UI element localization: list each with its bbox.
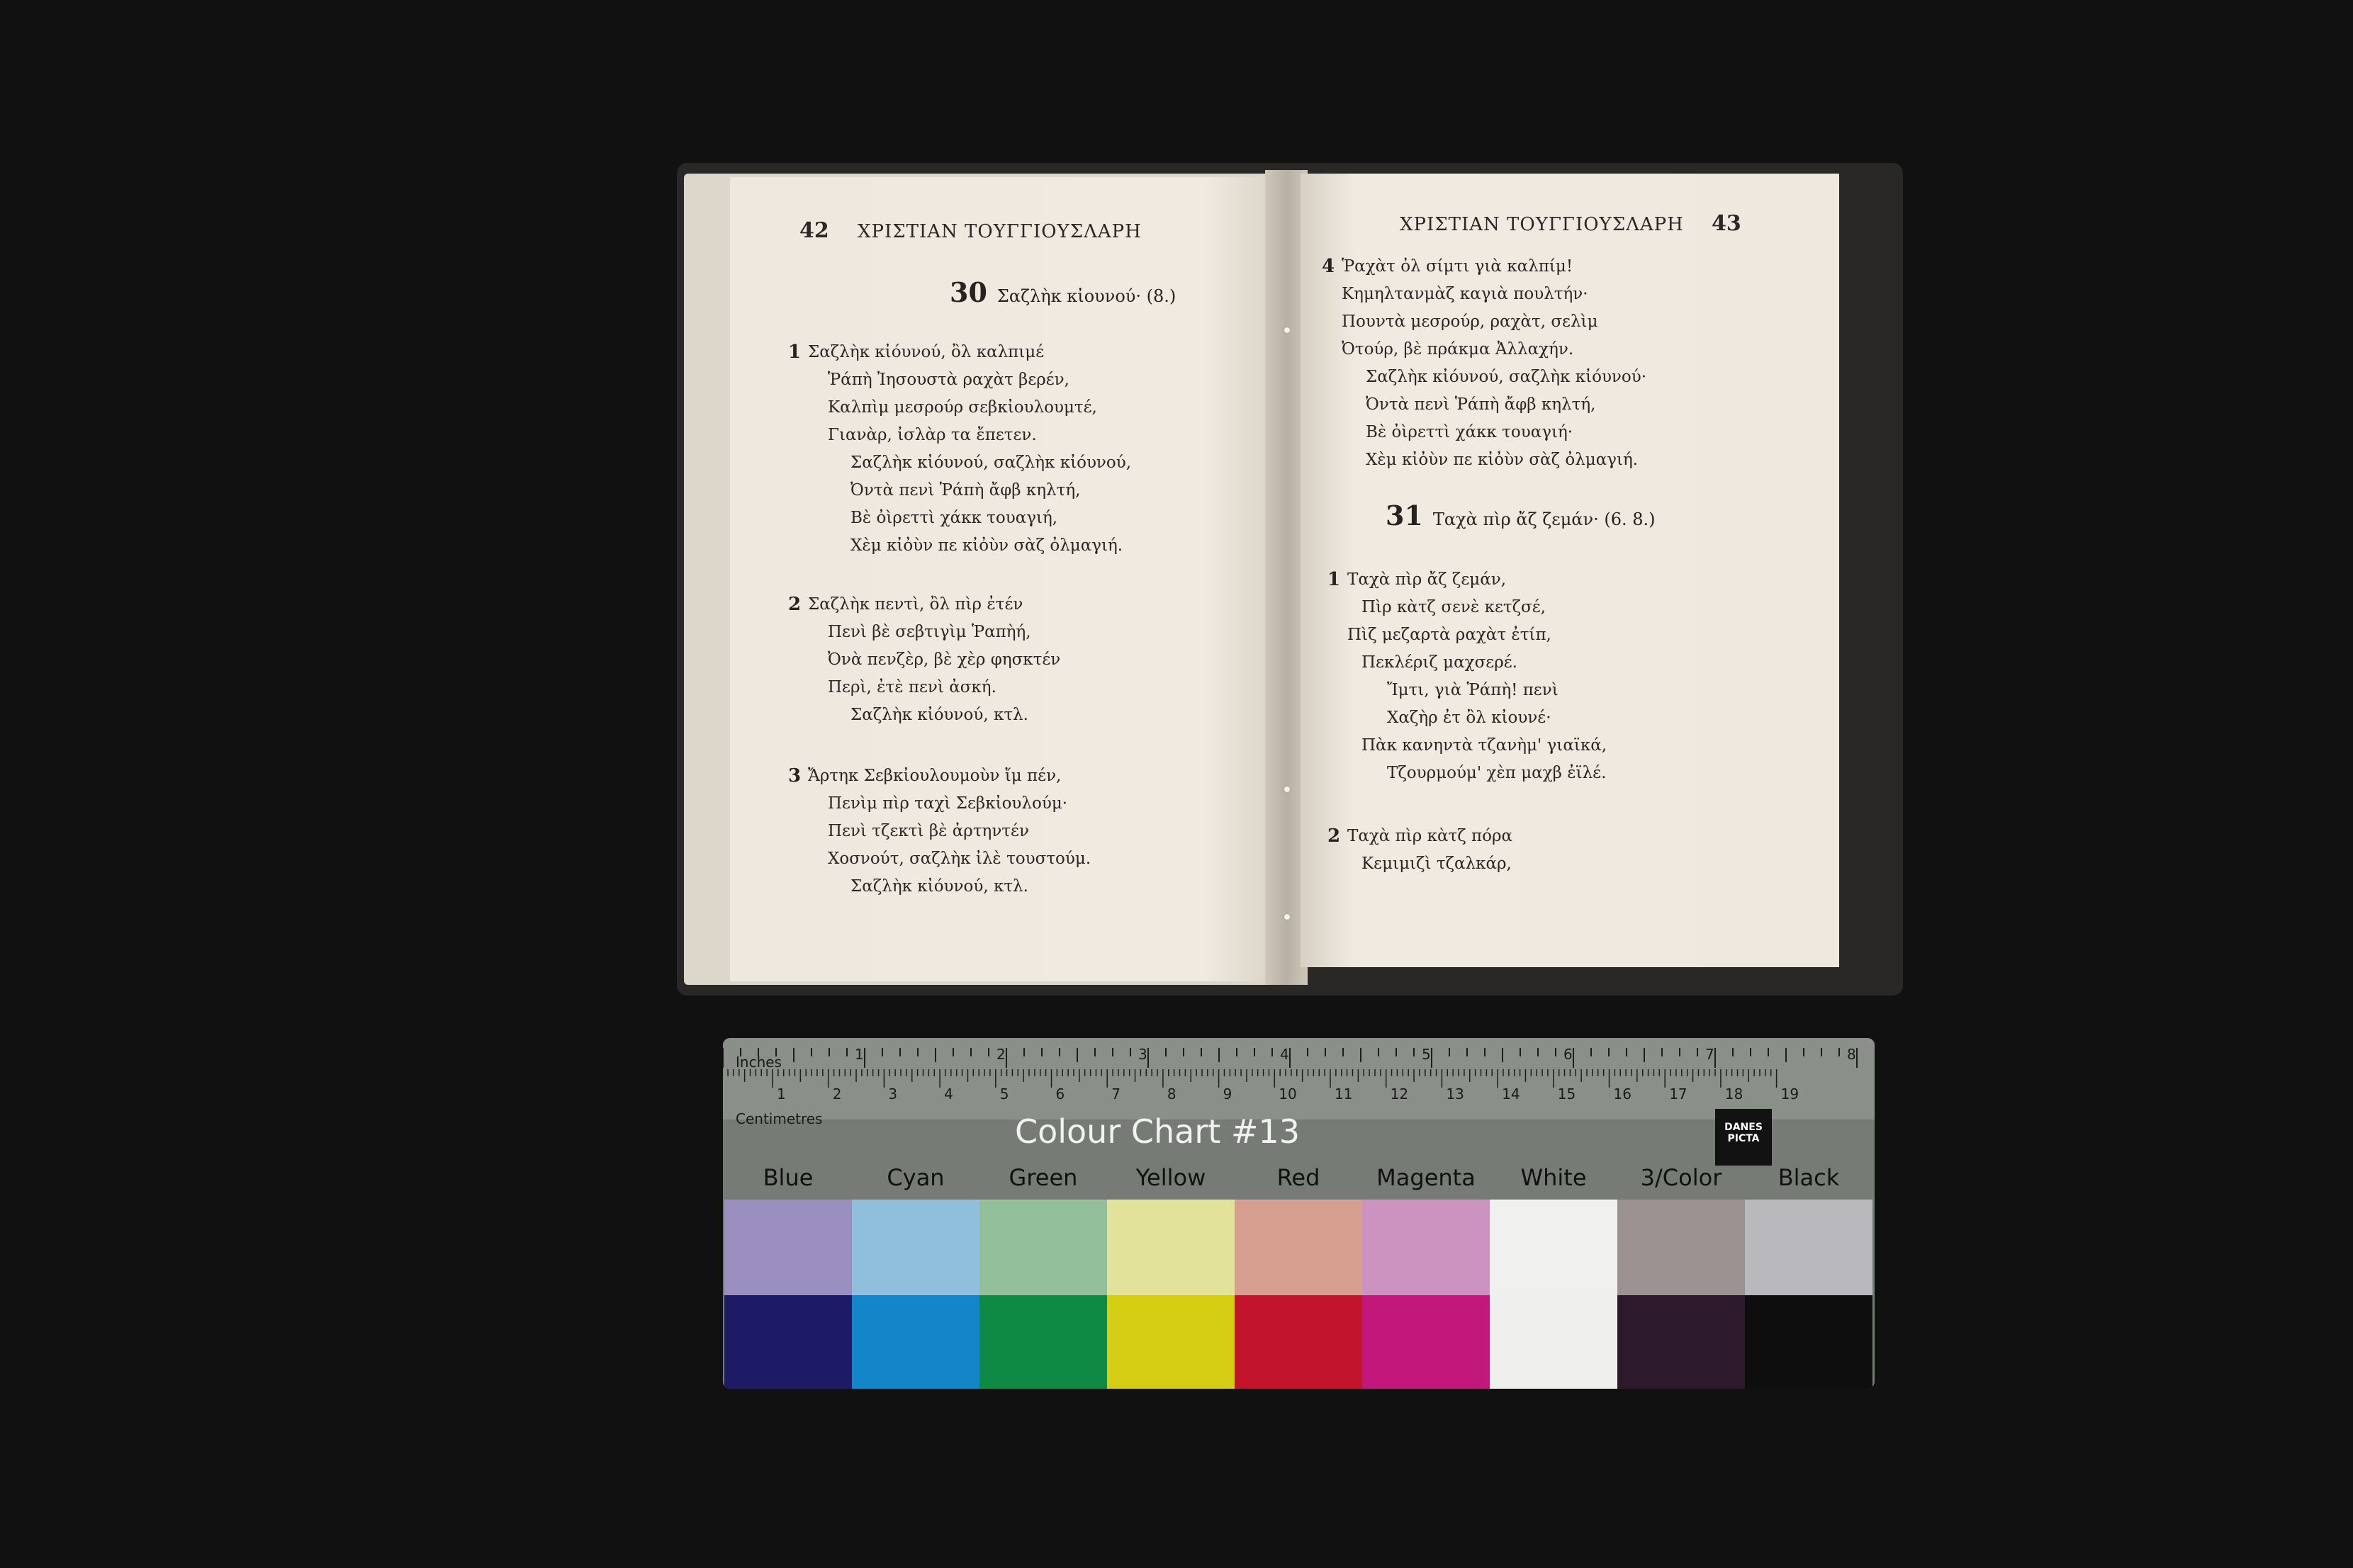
verse-line: Καλπὶμ μεσρούρ σεβκἰουλουμτέ, [828, 398, 1097, 417]
verse-line: Κεμιμιζὶ τζαλκάρ, [1361, 854, 1512, 873]
verse-line: Ταχὰ πὶρ κὰτζ πόρα [1347, 827, 1513, 845]
patch-label: Green [1009, 1164, 1078, 1191]
color-patch-dark [979, 1295, 1107, 1389]
cm-tick-label: 10 [1279, 1085, 1297, 1102]
verse-line: Χοσνούτ, σαζλὴκ ἰλὲ τουστούμ. [828, 850, 1091, 868]
color-patch-dark [852, 1295, 979, 1389]
chart-title: Colour Chart #13 [1015, 1112, 1300, 1151]
left-page [730, 177, 1269, 981]
color-patch-dark [1745, 1295, 1872, 1389]
ruler-cm-label: Centimetres [736, 1110, 823, 1127]
verse-line: Τζουρμούμ' χὲπ μαχβ ἐϊλέ. [1387, 764, 1607, 782]
page-number: 43 [1712, 211, 1741, 236]
ruler-inches-label: Inches [736, 1054, 782, 1071]
patch-label: White [1520, 1164, 1587, 1191]
verse-number: 4 [1322, 256, 1335, 277]
cm-tick-label: 12 [1390, 1085, 1409, 1102]
verse [808, 591, 1060, 729]
verse-line: Ὀντὰ πενὶ Ῥάπὴ ἄφβ κηλτή, [1366, 395, 1596, 414]
verse-line: Βὲ ὀὶρεττὶ χάκκ τουαγιή, [850, 509, 1058, 527]
verse-line: Ῥάπὴ Ἰησουστὰ ραχὰτ βερέν, [828, 371, 1069, 389]
verse [1347, 823, 1512, 878]
color-patch-dark [1107, 1295, 1235, 1389]
verse-line: Περὶ, ἐτὲ πενὶ ἀσκή. [828, 678, 996, 696]
cm-tick-label: 17 [1669, 1085, 1687, 1102]
ruler [723, 1038, 1875, 1119]
patch-label: Blue [763, 1164, 814, 1191]
color-chart [723, 1038, 1875, 1389]
cm-tick-label: 18 [1724, 1085, 1743, 1102]
cm-tick-label: 14 [1502, 1085, 1520, 1102]
binding-stitch [1284, 914, 1290, 920]
verse-number: 1 [1327, 569, 1341, 590]
cm-tick-label: 19 [1780, 1085, 1799, 1102]
verse [1342, 253, 1646, 474]
cm-tick-label: 8 [1167, 1085, 1176, 1102]
cm-tick-label: 4 [944, 1085, 953, 1102]
patch-label: Magenta [1376, 1164, 1476, 1191]
color-patch-light [1362, 1200, 1490, 1295]
patch-label: Yellow [1135, 1164, 1206, 1191]
verse-line: Ἴμτι, γιὰ Ῥάπὴ! πενὶ [1387, 681, 1559, 699]
verse-line: Ἄρτηκ Σεβκἰουλουμοὺν ἴμ πέν, [808, 767, 1062, 785]
color-patch-dark [1362, 1295, 1490, 1389]
color-patch-light [852, 1200, 979, 1295]
running-head: ΧΡΙΣΤΙΑΝ ΤΟΥΓΓΙΟΥΣΛΑΡΗ [1400, 214, 1684, 235]
hymn-heading [1386, 500, 1656, 531]
hymn-title: Σαζλὴκ κἰουνού· (8.) [996, 286, 1176, 306]
verse-line: Ὀντὰ πενὶ Ῥάπὴ ἄφβ κηλτή, [850, 481, 1081, 500]
verse-line: Σαζλὴκ πεντὶ, ὂλ πὶρ ἐτέν [808, 595, 1023, 614]
hymn-heading [950, 276, 1176, 308]
open-book [677, 142, 1903, 992]
cm-tick-label: 1 [777, 1085, 786, 1102]
verse-number: 2 [1327, 825, 1341, 847]
cm-tick-label: 5 [999, 1085, 1009, 1102]
verse-line: Πεκλέριζ μαχσερέ. [1361, 653, 1517, 672]
cm-tick-label: 9 [1223, 1085, 1232, 1102]
verse-line: Πὶζ μεζαρτὰ ραχὰτ ἐτίπ, [1347, 626, 1551, 644]
inch-tick-label: 5 [1422, 1046, 1431, 1063]
color-patch-light [1490, 1200, 1617, 1295]
verse-line: Σαζλὴκ κἰόυνού, σαζλὴκ κἰόυνού· [1366, 368, 1647, 386]
color-patch-light [1235, 1200, 1362, 1295]
hymn-title: Ταχὰ πὶρ ἄζ ζεμάν· (6. 8.) [1432, 509, 1656, 529]
color-patch-dark [1235, 1295, 1362, 1389]
inch-tick-label: 3 [1138, 1046, 1147, 1063]
verse-line: Ὀνὰ πενζὲρ, βὲ χὲρ φησκτέν [828, 650, 1061, 669]
color-patch-light [1107, 1200, 1235, 1295]
ruler-ticks [723, 1038, 1875, 1119]
verse-number: 3 [788, 765, 802, 786]
verse-number: 1 [788, 342, 802, 363]
verse-line: Ὀτούρ, βὲ πράκμα Ἀλλαχήν. [1342, 340, 1574, 359]
verse-line: Πενὶ τζεκτὶ βὲ ἀρτηντέν [828, 822, 1029, 840]
cm-tick-label: 11 [1335, 1085, 1353, 1102]
inch-tick-label: 8 [1847, 1046, 1856, 1063]
verse-line: Σαζλὴκ κἰόυνού, κτλ. [850, 877, 1028, 896]
color-patch-light [1617, 1200, 1745, 1295]
cm-tick-label: 7 [1111, 1085, 1121, 1102]
patch-label: 3/Color [1640, 1164, 1722, 1191]
color-patch-light [979, 1200, 1107, 1295]
cm-tick-label: 6 [1055, 1085, 1065, 1102]
verse-line: Χαζὴρ ἐτ ὂλ κἰουνέ· [1387, 709, 1551, 727]
inch-tick-label: 1 [855, 1046, 864, 1063]
verse-line: Πὰκ κανηντὰ τζανὴμ' γιαϊκά, [1361, 736, 1607, 755]
hymn-number: 30 [950, 276, 987, 308]
color-patch-dark [1617, 1295, 1745, 1389]
color-patch-dark [1490, 1295, 1617, 1389]
verse-line: Ταχὰ πὶρ ἄζ ζεμάν, [1347, 570, 1507, 589]
verse-line: Χὲμ κἰὀὺν πε κἰὀὺν σὰζ ὀλμαγιή. [850, 536, 1123, 555]
verse-line: Βὲ ὀὶρεττὶ χάκκ τουαγιή· [1366, 423, 1573, 441]
danes-picta-logo [1715, 1109, 1772, 1166]
color-patch-light [1745, 1200, 1872, 1295]
binding-stitch [1284, 327, 1290, 333]
inch-tick-label: 6 [1563, 1046, 1573, 1063]
verse-line: Σαζλὴκ κἰόυνού, σαζλὴκ κἰόυνού, [850, 453, 1132, 472]
verse-line: Πὶρ κὰτζ σενὲ κετζσέ, [1361, 598, 1546, 616]
verse-line: Ῥαχὰτ ὀλ σίμτι γιὰ καλπίμ! [1342, 257, 1573, 276]
patch-label: Red [1276, 1164, 1320, 1191]
logo-text: PICTA [1727, 1133, 1760, 1144]
cm-tick-label: 16 [1613, 1085, 1632, 1102]
cm-tick-label: 2 [832, 1085, 842, 1102]
verse-line: Πενὶ βὲ σεβτιγὶμ Ῥαπὴή, [828, 623, 1031, 641]
color-patch-dark [724, 1295, 852, 1389]
verse [808, 762, 1091, 901]
right-page [1301, 174, 1839, 967]
binding-stitch [1284, 786, 1290, 792]
running-head: ΧΡΙΣΤΙΑΝ ΤΟΥΓΓΙΟΥΣΛΑΡΗ [858, 221, 1142, 242]
color-patch-light [724, 1200, 852, 1295]
verse-line: Χὲμ κἰὀὺν πε κἰὀὺν σὰζ ὀλμαγιή. [1366, 451, 1639, 469]
logo-text: DANES [1724, 1122, 1763, 1133]
verse-line: Κημηλτανμὰζ καγιὰ πουλτήν· [1342, 285, 1588, 303]
verse [1347, 566, 1607, 787]
verse-line: Σαζλὴκ κἰόυνού, ὂλ καλπιμέ [808, 343, 1045, 361]
inch-tick-label: 2 [996, 1046, 1006, 1063]
verse-line: Σαζλὴκ κἰόυνού, κτλ. [850, 706, 1028, 724]
inch-tick-label: 7 [1705, 1046, 1714, 1063]
verse-line: Γιανὰρ, ἰσλὰρ τα ἔπετεν. [828, 426, 1037, 444]
patch-label: Cyan [887, 1164, 945, 1191]
inch-tick-label: 4 [1280, 1046, 1289, 1063]
hymn-number: 31 [1386, 500, 1423, 531]
verse [808, 339, 1131, 560]
cm-tick-label: 15 [1557, 1085, 1576, 1102]
verse-number: 2 [788, 594, 802, 615]
cm-tick-label: 3 [888, 1085, 898, 1102]
verse-line: Πουντὰ μεσρούρ, ραχὰτ, σελὶμ [1342, 312, 1598, 331]
verse-line: Πενὶμ πὶρ ταχὶ Σεβκἰουλούμ· [828, 794, 1068, 813]
page-number: 42 [799, 218, 829, 243]
cm-tick-label: 13 [1446, 1085, 1464, 1102]
patch-label: Black [1778, 1164, 1840, 1191]
